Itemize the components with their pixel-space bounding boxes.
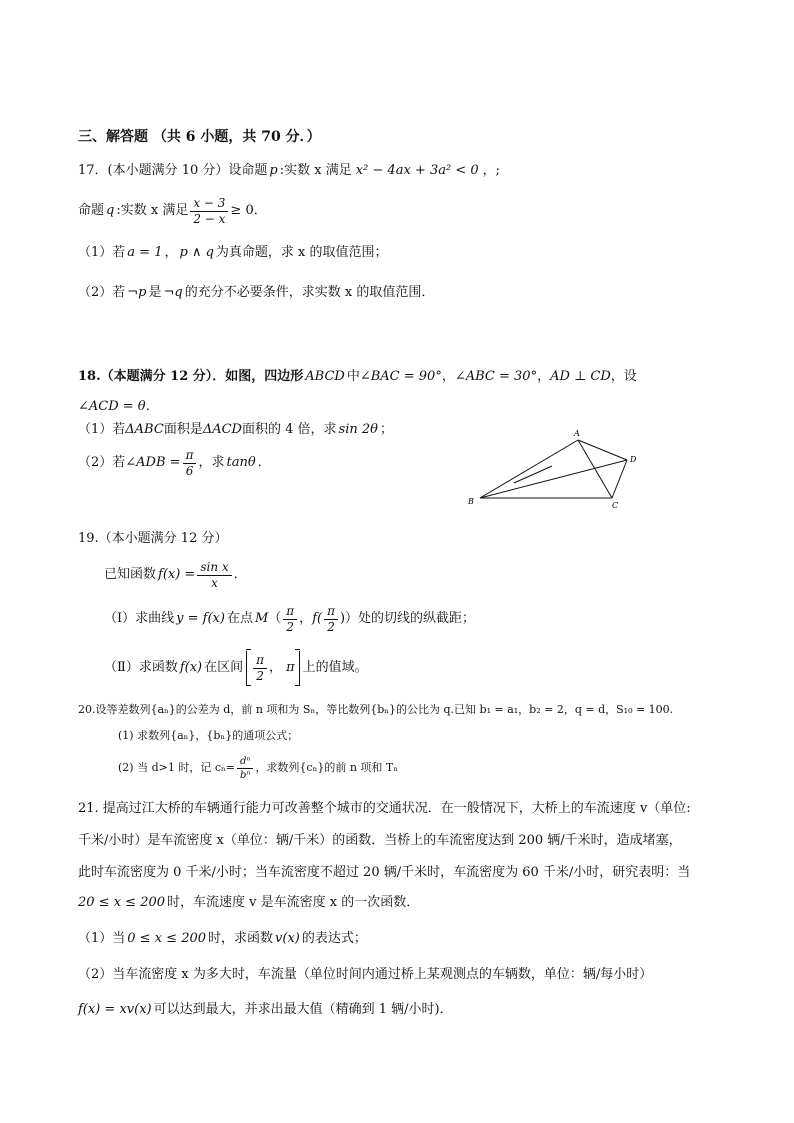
q19-p1-frac2-num: π	[324, 604, 338, 620]
q21-line1-text: 21. 提高过江大桥的车辆通行能力可改善整个城市的交通状况．在一般情况下，大桥上的车流速度 v（单位:	[78, 801, 691, 816]
q17-p2-notq: ¬q	[163, 285, 183, 300]
q19-p1-frac-num: π	[283, 604, 297, 620]
q17-suffix: ，;	[482, 163, 500, 178]
q21-part2-text: （2）当车流密度 x 为多大时，车流量（单位时间内通过桥上某观测点的车辆数，单位：辆/每小时）	[78, 967, 653, 982]
q18-p1-abc: ΔABC	[125, 422, 164, 437]
q21-p2-suffix: 可以达到最大，并求出最大值（精确到 1 辆/小时)．	[153, 1002, 453, 1017]
q21-p1-expr: 0 ≤ x ≤ 200	[127, 931, 207, 946]
q18-p1-mid2: 面积的 4 倍，求	[241, 422, 337, 437]
q17-mid: :实数 x 满足	[279, 163, 352, 178]
q20-line1-text: 20.设等差数列{aₙ}的公差为 d，前 n 项和为 Sₙ，等比数列{bₙ}的公比为 q.已知 b₁ = a₁，b₂ = 2，q = d，S₁₀ = 100.	[78, 703, 674, 716]
q18-p2-prefix: （2）若	[78, 455, 126, 470]
q19-p2-interval	[246, 651, 299, 686]
q18-perp: AD ⊥ CD	[550, 369, 611, 384]
q19-p2-comma: ，	[269, 660, 283, 675]
q18-acd-theta: ∠ACD = θ．	[78, 399, 159, 414]
q18-part2	[78, 446, 271, 480]
q17-p1-a: a = 1	[127, 245, 163, 260]
q19-p1-close: )）	[339, 611, 359, 626]
q18-abc: ∠ABC = 30°	[454, 369, 538, 384]
q21-line1	[78, 800, 691, 818]
section-title-text: 三、解答题 （共 6 小题，共 70 分．）	[78, 129, 321, 145]
q17-frac-num: x − 3	[190, 196, 228, 212]
q17-p1-prefix: （1）若	[78, 245, 126, 260]
q19-p2-frac-den: 2	[256, 668, 264, 683]
q19-p1-suffix: 处的切线的纵截距；	[358, 611, 476, 626]
q18-p2-frac-num: π	[183, 448, 197, 464]
label-d: D	[630, 455, 637, 464]
q19-given-suffix: ．	[233, 567, 247, 582]
q20-part1-text: (1) 求数列{aₙ}，{bₙ}的通项公式；	[118, 729, 299, 742]
q19-given	[104, 558, 247, 592]
edge-bd	[480, 460, 627, 498]
q20-p2-prefix: (2) 当 d>1 时，记 cₙ=	[118, 761, 235, 774]
q18-mid2: ，	[441, 369, 455, 384]
q19-header-text: 19.（本小题满分 12 分）	[78, 531, 228, 546]
q20-p2-frac-num: dⁿ	[237, 755, 253, 769]
q19-p2-prefix: （Ⅱ）求函数	[104, 660, 178, 675]
q21-line2	[78, 832, 682, 850]
q21-line4	[78, 894, 419, 912]
q19-p2-fraction	[253, 653, 267, 684]
label-b: B	[468, 497, 474, 506]
q19-p2-mid: 在区间	[204, 660, 244, 675]
q17-prefix: 17．(本小题满分 10 分）设命题	[78, 163, 268, 178]
q17-l2-prefix: 命题	[78, 203, 105, 218]
q19-p1-mid: 在点	[226, 611, 253, 626]
q19-part2	[104, 648, 368, 688]
q19-p2-fx: f(x)	[179, 660, 203, 675]
q18-p2-adb: ∠ADB =	[125, 455, 181, 470]
q19-given-fx: f(x) =	[158, 567, 196, 582]
q19-frac-num: sin x	[197, 560, 231, 576]
q20-p2-suffix: ，求数列{cₙ}的前 n 项和 Tₙ	[255, 761, 399, 774]
q19-given-fraction	[197, 560, 231, 591]
q18-mid3: ，	[537, 369, 551, 384]
q17-inequality: x² − 4ax + 3a² < 0	[355, 163, 479, 178]
edge-ba	[480, 440, 578, 498]
q18-line2	[78, 398, 159, 416]
q20-p2-fraction	[237, 755, 253, 782]
q19-p1-prefix: （Ⅰ）求曲线	[104, 611, 175, 626]
q19-p1-f: f(	[312, 611, 323, 626]
q17-p2-notp: ¬p	[127, 285, 147, 300]
q20-part1	[118, 727, 298, 745]
q17-l2-suffix: ≥ 0．	[230, 203, 267, 218]
q21-p1-fn: v(x)	[275, 931, 300, 946]
q17-q: q	[106, 203, 115, 218]
q21-part1	[78, 930, 367, 948]
q20-line1	[78, 701, 673, 719]
q19-p1-m: M	[254, 611, 269, 626]
edge-dc	[612, 460, 627, 498]
q18-part1	[78, 421, 393, 439]
edge-ac	[578, 440, 612, 498]
q19-p1-open: （	[268, 611, 282, 626]
q17-part1	[78, 244, 388, 262]
q19-p2-frac-num: π	[253, 653, 267, 669]
q18-p1-mid1: 面积是	[163, 422, 203, 437]
q18-suffix: ，设	[610, 369, 637, 384]
q21-line4-suffix: 时，车流速度 v 是车流密度 x 的一次函数．	[167, 895, 420, 910]
q19-frac-den: x	[211, 575, 218, 590]
q21-p1-suffix: 的表达式；	[301, 931, 367, 946]
q17-part2	[78, 284, 434, 302]
q19-p2-pi: π	[286, 660, 295, 675]
q21-line3	[78, 864, 690, 882]
q18-p1-sin2theta: sin 2θ	[338, 422, 378, 437]
q19-p1-curve: y = f(x)	[176, 611, 225, 626]
label-a: A	[574, 429, 580, 438]
q18-p1-acd: ΔACD	[202, 422, 242, 437]
q21-part2-line2	[78, 1001, 453, 1019]
q17-line1	[78, 162, 500, 180]
q21-line3-text: 此时车流密度为 0 千米/小时；当车流密度不超过 20 辆/千米时，车流密度为 60 千米/小时，研究表明：当	[78, 865, 691, 880]
quadrilateral-figure	[462, 428, 652, 512]
q17-p2-mid: 是	[148, 285, 162, 300]
label-c: C	[612, 501, 619, 510]
q19-given-prefix: 已知函数	[104, 567, 157, 582]
q18-prefix: 18.（本题满分 12 分）．如图，四边形	[78, 369, 304, 384]
q18-p1-prefix: （1）若	[78, 422, 126, 437]
q21-line4-expr: 20 ≤ x ≤ 200	[78, 895, 166, 910]
q21-p1-prefix: （1）当	[78, 931, 126, 946]
q18-abcd: ABCD	[305, 369, 345, 384]
q19-header	[78, 530, 227, 548]
q17-p1-pq: p ∧ q	[179, 245, 214, 260]
q21-p2-expr: f(x) = xv(x)	[78, 1002, 152, 1017]
q18-p1-suffix: ；	[379, 422, 393, 437]
q19-p1-fraction	[283, 604, 297, 635]
q19-p1-fraction2	[324, 604, 338, 635]
q17-p1-mid: ，	[164, 245, 178, 260]
q17-p2-prefix: （2）若	[78, 285, 126, 300]
q21-line2-text: 千米/小时）是车流密度 x（单位：辆/千米）的函数．当桥上的车流密度达到 200 辆/千米时，造成堵塞，	[78, 833, 682, 848]
q18-p2-tantheta: tanθ	[226, 455, 256, 470]
q17-p2-suffix: 的充分不必要条件，求实数 x 的取值范围．	[184, 285, 435, 300]
q21-p1-mid: 时，求函数	[208, 931, 274, 946]
q19-p1-comma: ，	[299, 611, 313, 626]
q18-p2-frac-den: 6	[185, 463, 194, 478]
q18-bac: ∠BAC = 90°	[359, 369, 442, 384]
q17-l2-mid: :实数 x 满足	[116, 203, 189, 218]
q18-mid1: 中	[346, 369, 360, 384]
q19-part1	[104, 602, 475, 636]
q19-p1-frac2-den: 2	[327, 619, 335, 634]
q20-p2-frac-den: bⁿ	[239, 769, 251, 781]
q17-p: p	[269, 163, 278, 178]
q17-line2	[78, 196, 267, 226]
q20-part2	[118, 752, 398, 784]
section-title	[78, 128, 321, 146]
q17-frac-den: 2 − x	[193, 211, 226, 226]
q21-part2	[78, 966, 652, 984]
q19-p2-suffix: 上的值域。	[302, 660, 368, 675]
q18-p2-mid: ，求	[198, 455, 225, 470]
q18-p2-suffix: ．	[257, 455, 271, 470]
q17-fraction	[190, 196, 228, 227]
edge-ad	[578, 440, 627, 460]
q17-p1-suffix: 为真命题，求 x 的取值范围；	[215, 245, 388, 260]
q18-p2-fraction	[183, 448, 197, 479]
q19-p1-frac-den: 2	[286, 619, 295, 634]
q18-line1	[78, 368, 637, 386]
